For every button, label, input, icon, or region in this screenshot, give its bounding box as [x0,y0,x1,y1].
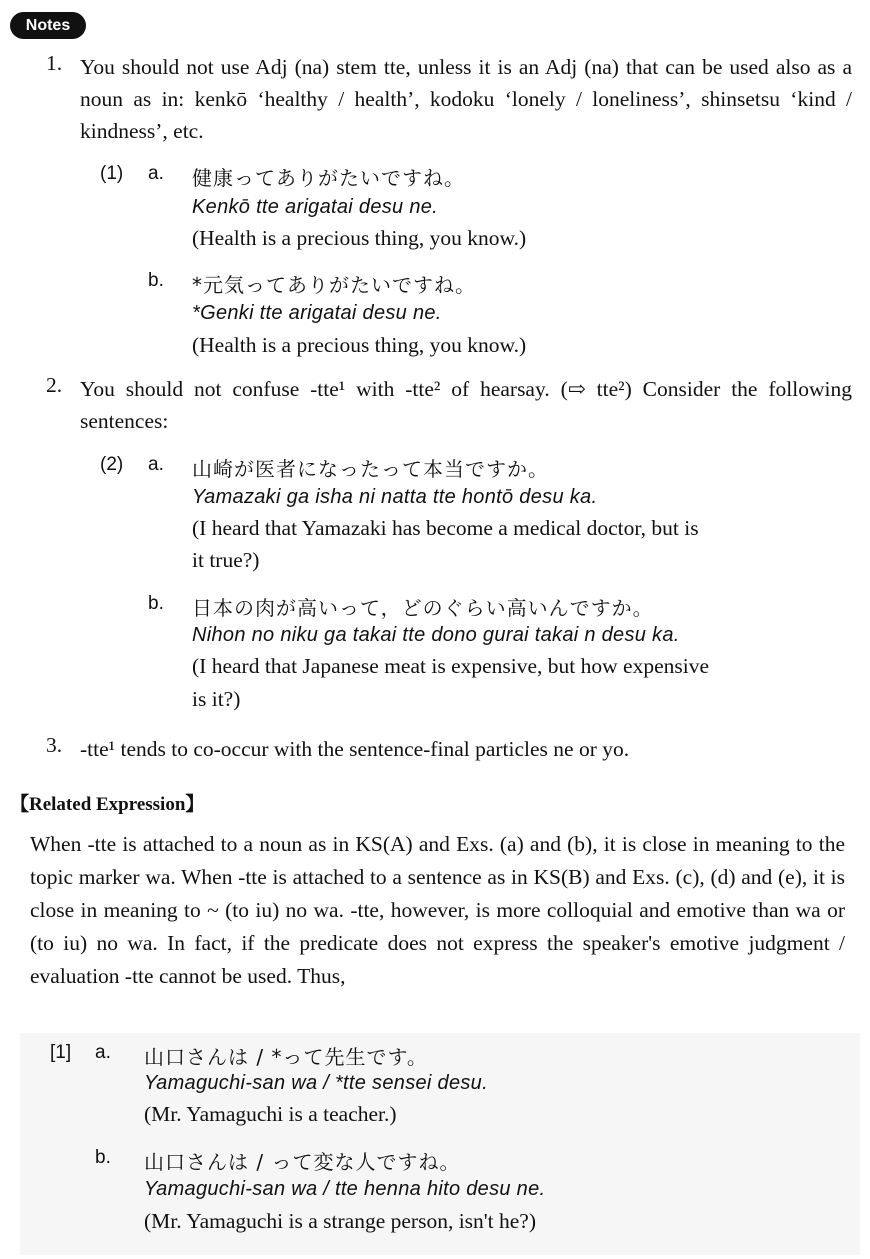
related-expression-heading: 【Related Expression】 [10,794,205,815]
notes-badge: Notes [10,12,86,39]
example-japanese: 健康ってありがたいですね。 [192,166,465,190]
example-romaji: Nihon no niku ga takai tte dono gurai takai n desu ka. [192,624,680,646]
example-romaji: *Genki tte arigatai desu ne. [192,302,442,324]
example-english: (I heard that Yamazaki has become a medical doctor, but is [192,516,699,540]
example-japanese: *元気ってありがたいですね。 [192,273,476,297]
example-english: (Mr. Yamaguchi is a teacher.) [144,1102,397,1126]
note-text: You should not use Adj (na) stem tte, unless it is an Adj (na) that can be used also as a noun as in: kenkō ‘healthy / health’, kodoku ‘lonely / loneliness’, shinsetsu ‘kind / kindness’, etc. [80,55,852,143]
related-expression-paragraph: When -tte is attached to a noun as in KS(A) and Exs. (a) and (b), it is close in meaning to the topic marker wa. When -tte is attached to a sentence as in KS(B) and Exs. (c), (d) and (e), it is close in meaning to ~ (to iu) no wa. -tte, however, is more colloquial and emotive than wa or (to iu) no wa. In fact, if the predicate does not express the speaker's emotive judgment / evaluation -tte cannot be used. Thus, [30,832,845,988]
note-number: 2. [46,373,63,397]
example-label: (2) [100,454,124,475]
example-letter: b. [95,1147,111,1168]
example-letter: b. [148,593,164,614]
example-romaji: Kenkō tte arigatai desu ne. [192,196,439,218]
note-number: 1. [46,51,63,75]
example-english: is it?) [192,687,241,711]
example-letter: a. [95,1042,111,1063]
example-japanese: 山口さんは / *って先生です。 [144,1045,428,1069]
example-japanese: 山口さんは / って変な人ですね。 [144,1150,461,1174]
example-romaji: Yamaguchi-san wa / *tte sensei desu. [144,1072,488,1094]
example-letter: a. [148,163,164,184]
example-romaji: Yamazaki ga isha ni natta tte hontō desu ka. [192,486,598,508]
note-text: -tte¹ tends to co-occur with the sentence-final particles ne or yo. [80,737,630,761]
example-romaji: Yamaguchi-san wa / tte henna hito desu ne. [144,1178,546,1200]
note-text: You should not confuse -tte¹ with -tte² of hearsay. (⇨ tte²) Consider the following sentences: [80,377,852,433]
example-letter: a. [148,454,164,475]
example-letter: b. [148,270,164,291]
example-english: it true?) [192,548,260,572]
example-label: (1) [100,163,124,184]
example-english: (Health is a precious thing, you know.) [192,333,527,357]
example-label: [1] [50,1042,72,1063]
example-english: (I heard that Japanese meat is expensive, but how expensive [192,654,710,678]
note-number: 3. [46,733,63,757]
example-japanese: 山崎が医者になったって本当ですか。 [192,457,549,481]
example-english: (Mr. Yamaguchi is a strange person, isn't he?) [144,1209,536,1233]
example-japanese: 日本の肉が高いって，どのぐらい高いんですか。 [192,596,654,620]
example-english: (Health is a precious thing, you know.) [192,226,527,250]
